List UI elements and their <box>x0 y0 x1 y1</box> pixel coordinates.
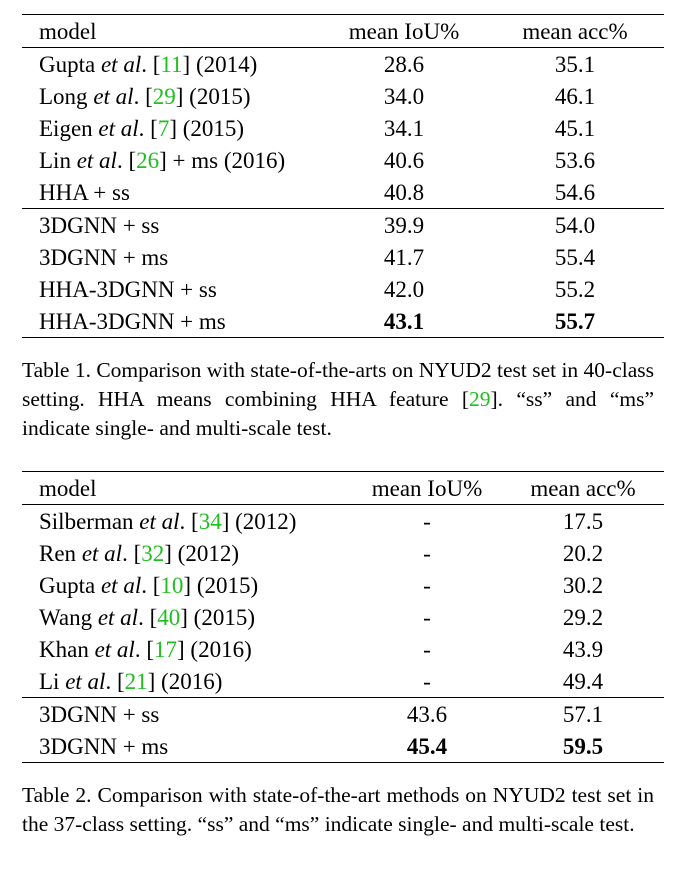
citation-link[interactable]: 29 <box>469 387 491 411</box>
et-al: et al <box>65 668 106 694</box>
table-header-row <box>22 472 664 505</box>
header-model: model <box>39 18 97 44</box>
model-cell: Long et al. [29] (2015) <box>39 83 251 109</box>
acc-cell: 46.1 <box>554 83 596 109</box>
header-model: model <box>39 475 97 501</box>
table-row <box>22 209 664 242</box>
table-row <box>22 601 664 633</box>
iou-cell: 40.6 <box>383 147 425 173</box>
table-row <box>22 273 664 305</box>
et-al: et al <box>139 508 180 534</box>
iou-cell: 40.8 <box>383 179 425 205</box>
author-name: Li <box>39 668 60 694</box>
iou-cell: 28.6 <box>383 51 425 77</box>
acc-cell-best: 55.7 <box>554 308 596 334</box>
citation-link[interactable]: 7 <box>157 115 170 141</box>
acc-cell: 57.1 <box>562 701 604 727</box>
table-row <box>22 505 664 538</box>
iou-cell: 34.0 <box>383 83 425 109</box>
model-suffix: (2015) <box>193 604 255 630</box>
model-cell: 3DGNN + ms <box>39 733 169 759</box>
citation-link[interactable]: 29 <box>152 83 176 109</box>
et-al: et al <box>81 540 123 566</box>
table-row <box>22 698 664 731</box>
iou-cell: - <box>423 508 431 534</box>
acc-cell: 29.2 <box>562 604 604 630</box>
acc-cell: 49.4 <box>562 668 604 694</box>
author-name: Ren <box>39 540 77 566</box>
author-name: Lin <box>39 147 71 173</box>
iou-cell: 39.9 <box>383 212 425 238</box>
citation-link[interactable]: 11 <box>160 51 183 77</box>
table-2 <box>22 471 664 763</box>
model-cell: Silberman et al. [34] (2012) <box>39 508 297 534</box>
model-cell: Gupta et al. [10] (2015) <box>39 572 259 598</box>
model-cell: HHA + ss <box>39 179 130 205</box>
acc-cell: 54.6 <box>554 179 596 205</box>
iou-cell-best: 43.1 <box>383 308 425 334</box>
table-row <box>22 80 664 112</box>
acc-cell: 55.4 <box>554 244 596 270</box>
model-cell: 3DGNN + ss <box>39 701 160 727</box>
citation-link[interactable]: 40 <box>157 604 181 630</box>
table-row <box>22 537 664 569</box>
citation-link[interactable]: 26 <box>136 147 160 173</box>
table-2-caption <box>22 781 654 839</box>
table-row <box>22 112 664 144</box>
table-2-grid <box>22 471 664 763</box>
acc-cell: 17.5 <box>562 508 604 534</box>
table-row <box>22 633 664 665</box>
model-suffix: (2015) <box>196 572 259 598</box>
model-cell: Wang et al. [40] (2015) <box>39 604 255 630</box>
model-suffix: (2016) <box>190 636 252 662</box>
table-row <box>22 48 664 81</box>
model-suffix: (2015) <box>182 115 245 141</box>
et-al: et al <box>93 83 134 109</box>
citation-link[interactable]: 32 <box>141 540 165 566</box>
table-1-caption <box>22 356 654 443</box>
citation-link[interactable]: 10 <box>160 572 184 598</box>
header-mean-iou: mean IoU% <box>371 475 483 501</box>
iou-cell-best: 45.4 <box>406 733 448 759</box>
table-row <box>22 305 664 338</box>
model-cell: Li et al. [21] (2016) <box>39 668 223 694</box>
header-mean-acc: mean acc% <box>530 475 636 501</box>
table-row <box>22 241 664 273</box>
model-cell: 3DGNN + ss <box>39 212 160 238</box>
model-cell: Eigen et al. [7] (2015) <box>39 115 245 141</box>
model-suffix: (2012) <box>177 540 239 566</box>
author-name: Wang <box>39 604 93 630</box>
model-cell: Gupta et al. [11] (2014) <box>39 51 258 77</box>
model-suffix: (2016) <box>161 668 223 694</box>
model-suffix: (2015) <box>189 83 251 109</box>
iou-cell: 41.7 <box>383 244 425 270</box>
author-name: Gupta <box>39 572 96 598</box>
author-name: Khan <box>39 636 89 662</box>
author-name: Silberman <box>39 508 134 534</box>
model-cell: Ren et al. [32] (2012) <box>39 540 239 566</box>
model-suffix: (2014) <box>195 51 258 77</box>
header-mean-acc: mean acc% <box>522 18 628 44</box>
et-al: et al <box>97 604 139 630</box>
iou-cell: - <box>423 668 431 694</box>
author-name: Gupta <box>39 51 96 77</box>
model-suffix: (2012) <box>235 508 297 534</box>
iou-cell: 42.0 <box>383 276 425 302</box>
iou-cell: - <box>423 604 431 630</box>
caption-text: Table 1. Comparison with state-of-the-arts on NYUD2 test set in 40-class setting. HHA means combining HHA feature [ <box>22 358 655 411</box>
author-name: Long <box>39 83 88 109</box>
acc-cell: 55.2 <box>554 276 596 302</box>
et-al: et al <box>98 115 139 141</box>
model-cell: Lin et al. [26] + ms (2016) <box>39 147 286 173</box>
caption-text: ]. “ss” and “ms” indicate single- and multi-scale test. <box>22 387 654 440</box>
table-row <box>22 144 664 176</box>
model-cell: HHA-3DGNN + ms <box>39 308 226 334</box>
model-suffix: + ms (2016) <box>172 147 286 173</box>
et-al: et al <box>100 51 142 77</box>
acc-cell: 35.1 <box>554 51 596 77</box>
table-1-grid <box>22 14 664 338</box>
table-row <box>22 176 664 209</box>
iou-cell: 34.1 <box>383 115 425 141</box>
et-al: et al <box>76 147 117 173</box>
caption-text: Table 2. Comparison with state-of-the-art methods on NYUD2 test set in the 37-class setting. “ss” and “ms” indicate single- and multi-scale test. <box>22 783 654 836</box>
acc-cell: 53.6 <box>554 147 596 173</box>
table-1 <box>22 14 664 338</box>
iou-cell: - <box>423 636 431 662</box>
acc-cell-best: 59.5 <box>562 733 604 759</box>
model-cell: 3DGNN + ms <box>39 244 169 270</box>
author-name: Eigen <box>39 115 93 141</box>
model-cell: Khan et al. [17] (2016) <box>39 636 252 662</box>
iou-cell: 43.6 <box>406 701 448 727</box>
citation-link[interactable]: 34 <box>198 508 222 534</box>
header-mean-iou: mean IoU% <box>348 18 460 44</box>
et-al: et al <box>94 636 135 662</box>
iou-cell: - <box>423 572 431 598</box>
model-cell: HHA-3DGNN + ss <box>39 276 217 302</box>
citation-link[interactable]: 17 <box>154 636 177 662</box>
iou-cell: - <box>423 540 431 566</box>
et-al: et al <box>100 572 142 598</box>
table-row <box>22 730 664 763</box>
table-header-row <box>22 15 664 48</box>
table-row <box>22 569 664 601</box>
acc-cell: 30.2 <box>562 572 604 598</box>
acc-cell: 20.2 <box>562 540 604 566</box>
acc-cell: 54.0 <box>554 212 596 238</box>
acc-cell: 43.9 <box>562 636 604 662</box>
citation-link[interactable]: 21 <box>124 668 148 694</box>
table-row <box>22 665 664 698</box>
acc-cell: 45.1 <box>554 115 596 141</box>
